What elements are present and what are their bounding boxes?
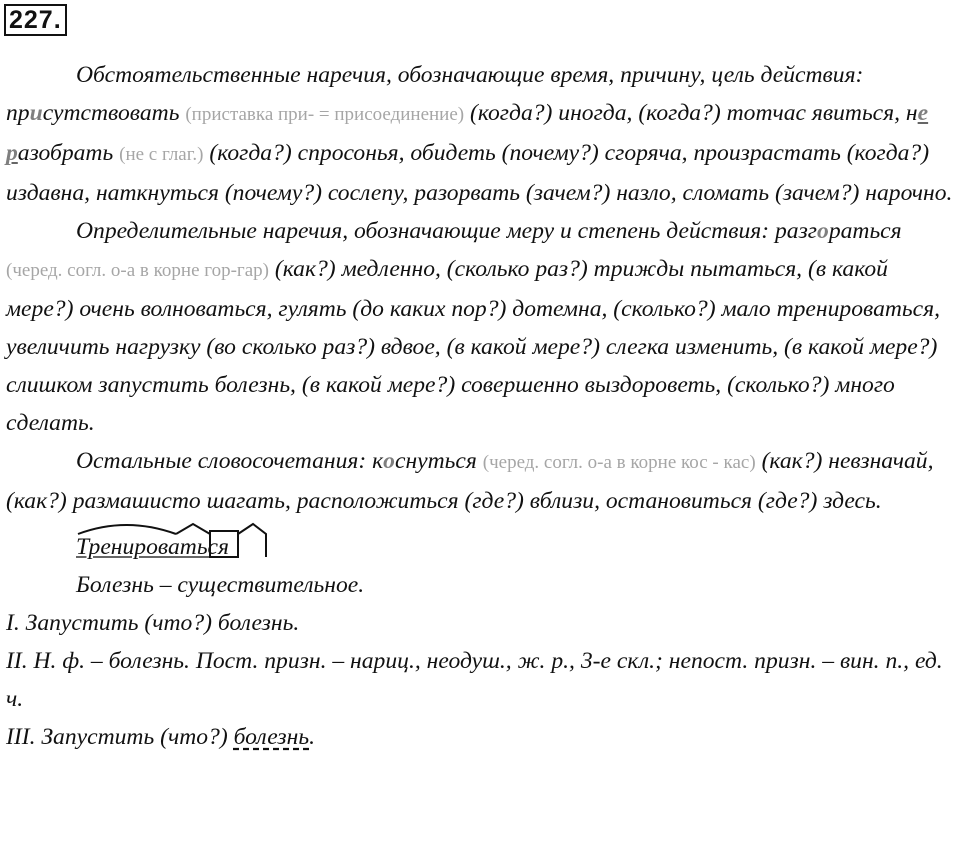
text-segment: . (309, 724, 315, 750)
text-segment: раться (828, 218, 902, 244)
paragraph-adverbs-circumstance (6, 56, 956, 212)
highlighted-letters: е р (6, 100, 929, 166)
gray-note: (черед. согл. о-а в корне гор-гар) (6, 260, 269, 281)
parse-line-2: II. Н. ф. – болезнь. Пост. призн. – нариц., неодуш., ж. р., 3-е скл.; непост. призн. – вин. п., ед. ч. (6, 648, 943, 712)
text-segment: Остальные словосочетания: к (76, 448, 384, 474)
morph-word-text: Тренироваться (76, 534, 229, 560)
answer-text (6, 56, 956, 756)
gray-note: (не с глаг.) (119, 144, 204, 165)
exercise-number: 227. (4, 4, 67, 36)
object-underlined: болезнь (233, 724, 310, 750)
text-segment: (как?) невзначай, (как?) размашисто шагать, расположиться (где?) вблизи, остановиться (где?) здесь. (6, 448, 934, 514)
highlighted-letter: и (29, 100, 43, 126)
text-segment: (когда?) спросонья, обидеть (почему?) сгоряча, произрастать (когда?) издавна, наткнуться (почему?) сослепу, разорвать (зачем?) назло, сломать (зачем?) нарочно. (6, 140, 953, 206)
morphemic-word (76, 532, 229, 562)
paragraph-other-phrases (6, 442, 956, 520)
text-segment: азобрать (17, 140, 114, 166)
highlighted-letter: о (383, 448, 395, 474)
text-segment: снуться (394, 448, 477, 474)
text-segment: сутствовать (42, 100, 180, 126)
text-segment: Определительные наречия, обозначающие меру и степень действия: разг (76, 218, 818, 244)
parse-line-1: I. Запустить (что?) болезнь. (6, 610, 300, 636)
gray-note: (приставка при- = присоединение) (185, 104, 465, 125)
gray-note: (черед. согл. о-а в корне кос - кас) (482, 452, 756, 473)
morpheme-marks-icon (76, 520, 276, 564)
parse-line-3 (6, 718, 956, 756)
text-segment: (как?) медленно, (сколько раз?) трижды пытаться, (в какой мере?) очень волноваться, гулять (до каких пор?) дотемна, (сколько?) мало тренироваться, увеличить нагрузку (во сколько раз?) вдвое, (в какой мере?) слегка изменить, (в какой мере?) слишком запустить болезнь, (в какой мере?) совершенно выздороветь, (сколько?) много сделать. (6, 256, 940, 436)
text-segment: III. Запустить (что?) (6, 724, 228, 750)
paragraph-adverbs-measure (6, 212, 956, 442)
highlighted-letter: о (817, 218, 829, 244)
text-segment: Обстоятельственные наречия, обозначающие время, причину, цель действия: пр (6, 62, 864, 126)
text-segment: (когда?) иногда, (когда?) тотчас явиться, н (470, 100, 918, 126)
morphemic-parse (6, 528, 956, 566)
noun-line: Болезнь – существительное. (76, 572, 365, 598)
